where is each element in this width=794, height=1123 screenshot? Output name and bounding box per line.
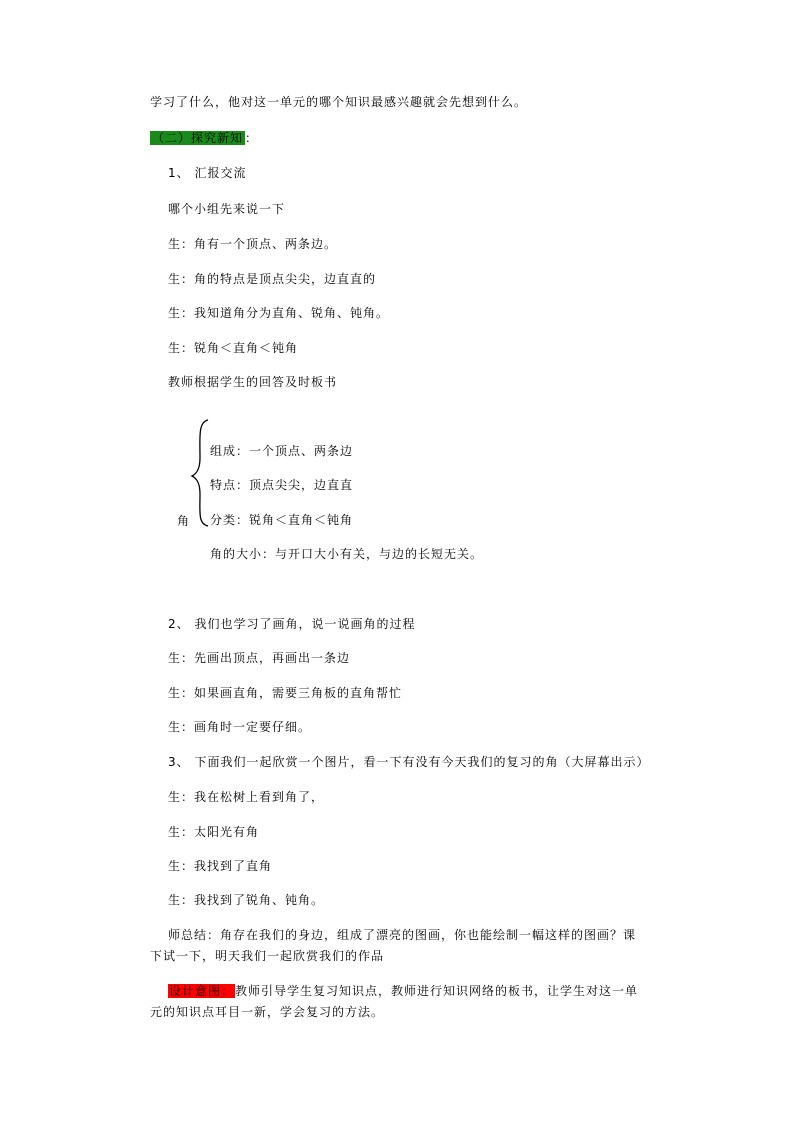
text-line: 生：角有一个顶点、两条边。 — [168, 237, 338, 251]
section-title-highlight: （二）探究新知 — [152, 131, 244, 145]
intro-text: 学习了什么，他对这一单元的哪个知识最感兴趣就会先想到什么。 — [150, 95, 528, 109]
design-intent-text: 教师引导学生复习知识点，教师进行知识网络的板书，让学生对这一单 — [235, 984, 639, 998]
summary-text: 师总结：角存在我们的身边，组成了漂亮的图画，你也能绘制一幅这样的图画？课 — [168, 928, 637, 942]
step-1-title: 1、 汇报交流 — [168, 166, 247, 180]
board-line: 分类：锐角＜直角＜钝角 — [210, 513, 354, 527]
step-2-title: 2、 我们也学习了画角，说一说画角的过程 — [168, 617, 416, 631]
design-intent-label: 设计意图： — [169, 984, 235, 998]
board-line: 特点：顶点尖尖，边直直 — [210, 478, 354, 492]
section-colon: ： — [245, 131, 259, 145]
curly-brace — [190, 418, 212, 528]
text-line: 生：画角时一定要仔细。 — [168, 720, 312, 734]
design-intent-text: 元的知识点耳目一新，学会复习的方法。 — [150, 1005, 385, 1019]
summary-text: 下试一下，明天我们一起欣赏我们的作品 — [150, 949, 385, 963]
text-line: 生：我找到了直角 — [168, 859, 273, 873]
text-line: 生：我在松树上看到角了， — [168, 790, 325, 804]
step-3-title: 3、 下面我们一起欣赏一个图片，看一下有没有今天我们的复习的角（大屏幕出示） — [168, 755, 650, 769]
text-line: 生：我知道角分为直角、锐角、钝角。 — [168, 306, 390, 320]
text-line: 生：锐角＜直角＜钝角 — [168, 341, 299, 355]
design-intent-line — [168, 983, 638, 999]
text-line: 生：如果画直角，需要三角板的直角帮忙 — [168, 686, 403, 700]
board-line: 组成：一个顶点、两条边 — [210, 444, 354, 458]
board-line: 角的大小：与开口大小有关，与边的长短无关。 — [210, 547, 484, 561]
text-line: 生：太阳光有角 — [168, 825, 260, 839]
text-line: 教师根据学生的回答及时板书 — [168, 375, 338, 389]
section-heading — [150, 130, 258, 146]
board-label: 角 — [177, 514, 191, 528]
text-line: 生：我找到了锐角、钝角。 — [168, 893, 325, 907]
text-line: 哪个小组先来说一下 — [168, 202, 286, 216]
text-line: 生：角的特点是顶点尖尖，边直直的 — [168, 272, 377, 286]
text-line: 生：先画出顶点，再画出一条边 — [168, 651, 351, 665]
